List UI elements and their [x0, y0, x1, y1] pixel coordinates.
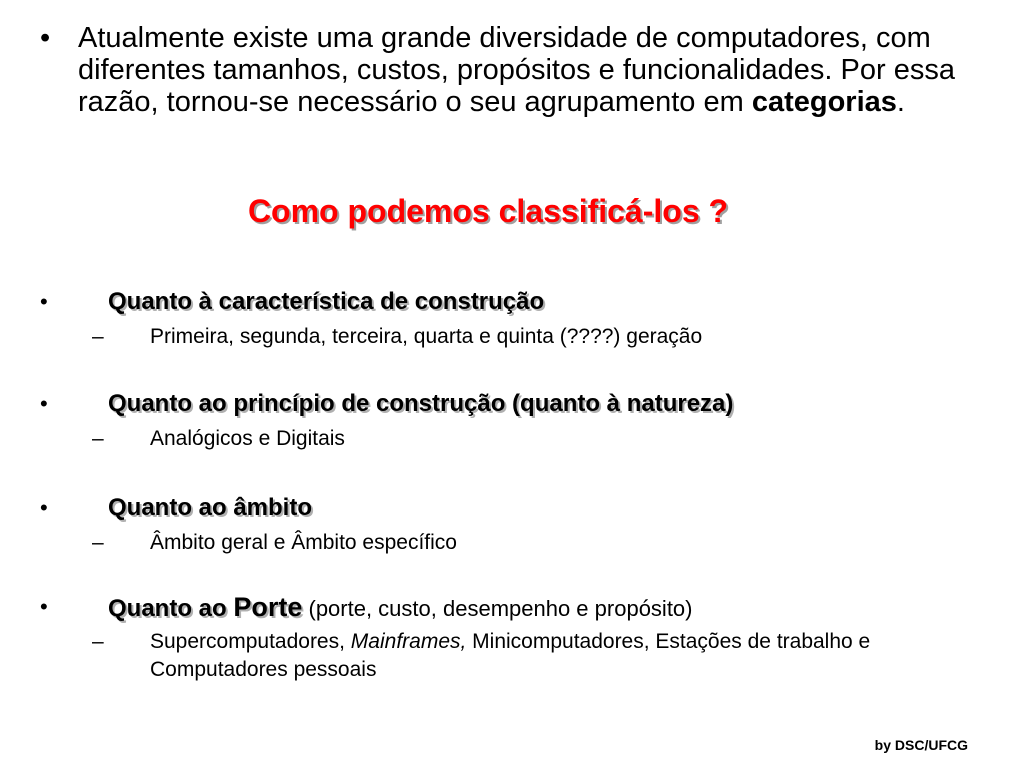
section-heading: [108, 592, 693, 624]
section-heading: Quanto ao âmbito: [108, 494, 312, 521]
heading-emphasis: Porte: [233, 592, 303, 622]
intro-emphasis: categorias: [751, 86, 897, 118]
section-heading: Quanto à característica de construção: [108, 288, 545, 315]
section-construction-characteristic: [40, 287, 1000, 351]
subitem-text-before: Supercomputadores,: [150, 630, 351, 653]
intro-text: [78, 22, 1000, 118]
intro-paragraph: [40, 22, 1000, 118]
section-heading: Quanto ao princípio de construção (quanto à natureza): [108, 390, 734, 417]
section-bullet: •: [40, 495, 48, 520]
intro-text-before: Atualmente existe uma grande diversidade de computadores, com diferentes tamanhos, custos, propósitos e funcionalidades. Por essa razão, tornou-se necessário o seu agrupamento em: [78, 22, 955, 118]
section-subitem: [40, 323, 1000, 351]
subitem-text: Analógicos e Digitais: [150, 427, 345, 450]
section-construction-principle: [40, 389, 1000, 453]
subitem-text-after: Minicomputadores, Estações de trabalho e Computadores pessoais: [150, 630, 871, 681]
section-bullet: •: [40, 391, 48, 416]
heading-extra: (porte, custo, desempenho e propósito): [302, 596, 693, 621]
section-subitem: [40, 425, 1000, 453]
subitem-dash: –: [92, 531, 104, 554]
section-subitem: [40, 529, 1000, 557]
section-size: [40, 592, 1000, 684]
subitem-italic: Mainframes,: [350, 630, 467, 653]
subitem-text: Âmbito geral e Âmbito específico: [150, 531, 457, 554]
subitem-dash: –: [92, 325, 104, 348]
section-bullet: •: [40, 594, 48, 619]
subitem-dash: –: [92, 630, 104, 653]
classification-question: Como podemos classificá-los ?: [247, 193, 729, 229]
section-bullet: •: [40, 289, 48, 314]
section-scope: [40, 493, 1000, 557]
subitem-text: [150, 628, 970, 684]
intro-bullet: •: [40, 22, 51, 54]
credit-footer: by DSC/UFCG: [874, 737, 968, 753]
heading-prefix: Quanto ao: [108, 595, 234, 622]
section-subitem: [40, 628, 1000, 684]
subitem-dash: –: [92, 427, 104, 450]
subitem-text: Primeira, segunda, terceira, quarta e quinta (????) geração: [150, 325, 703, 348]
intro-text-after: .: [896, 86, 905, 118]
